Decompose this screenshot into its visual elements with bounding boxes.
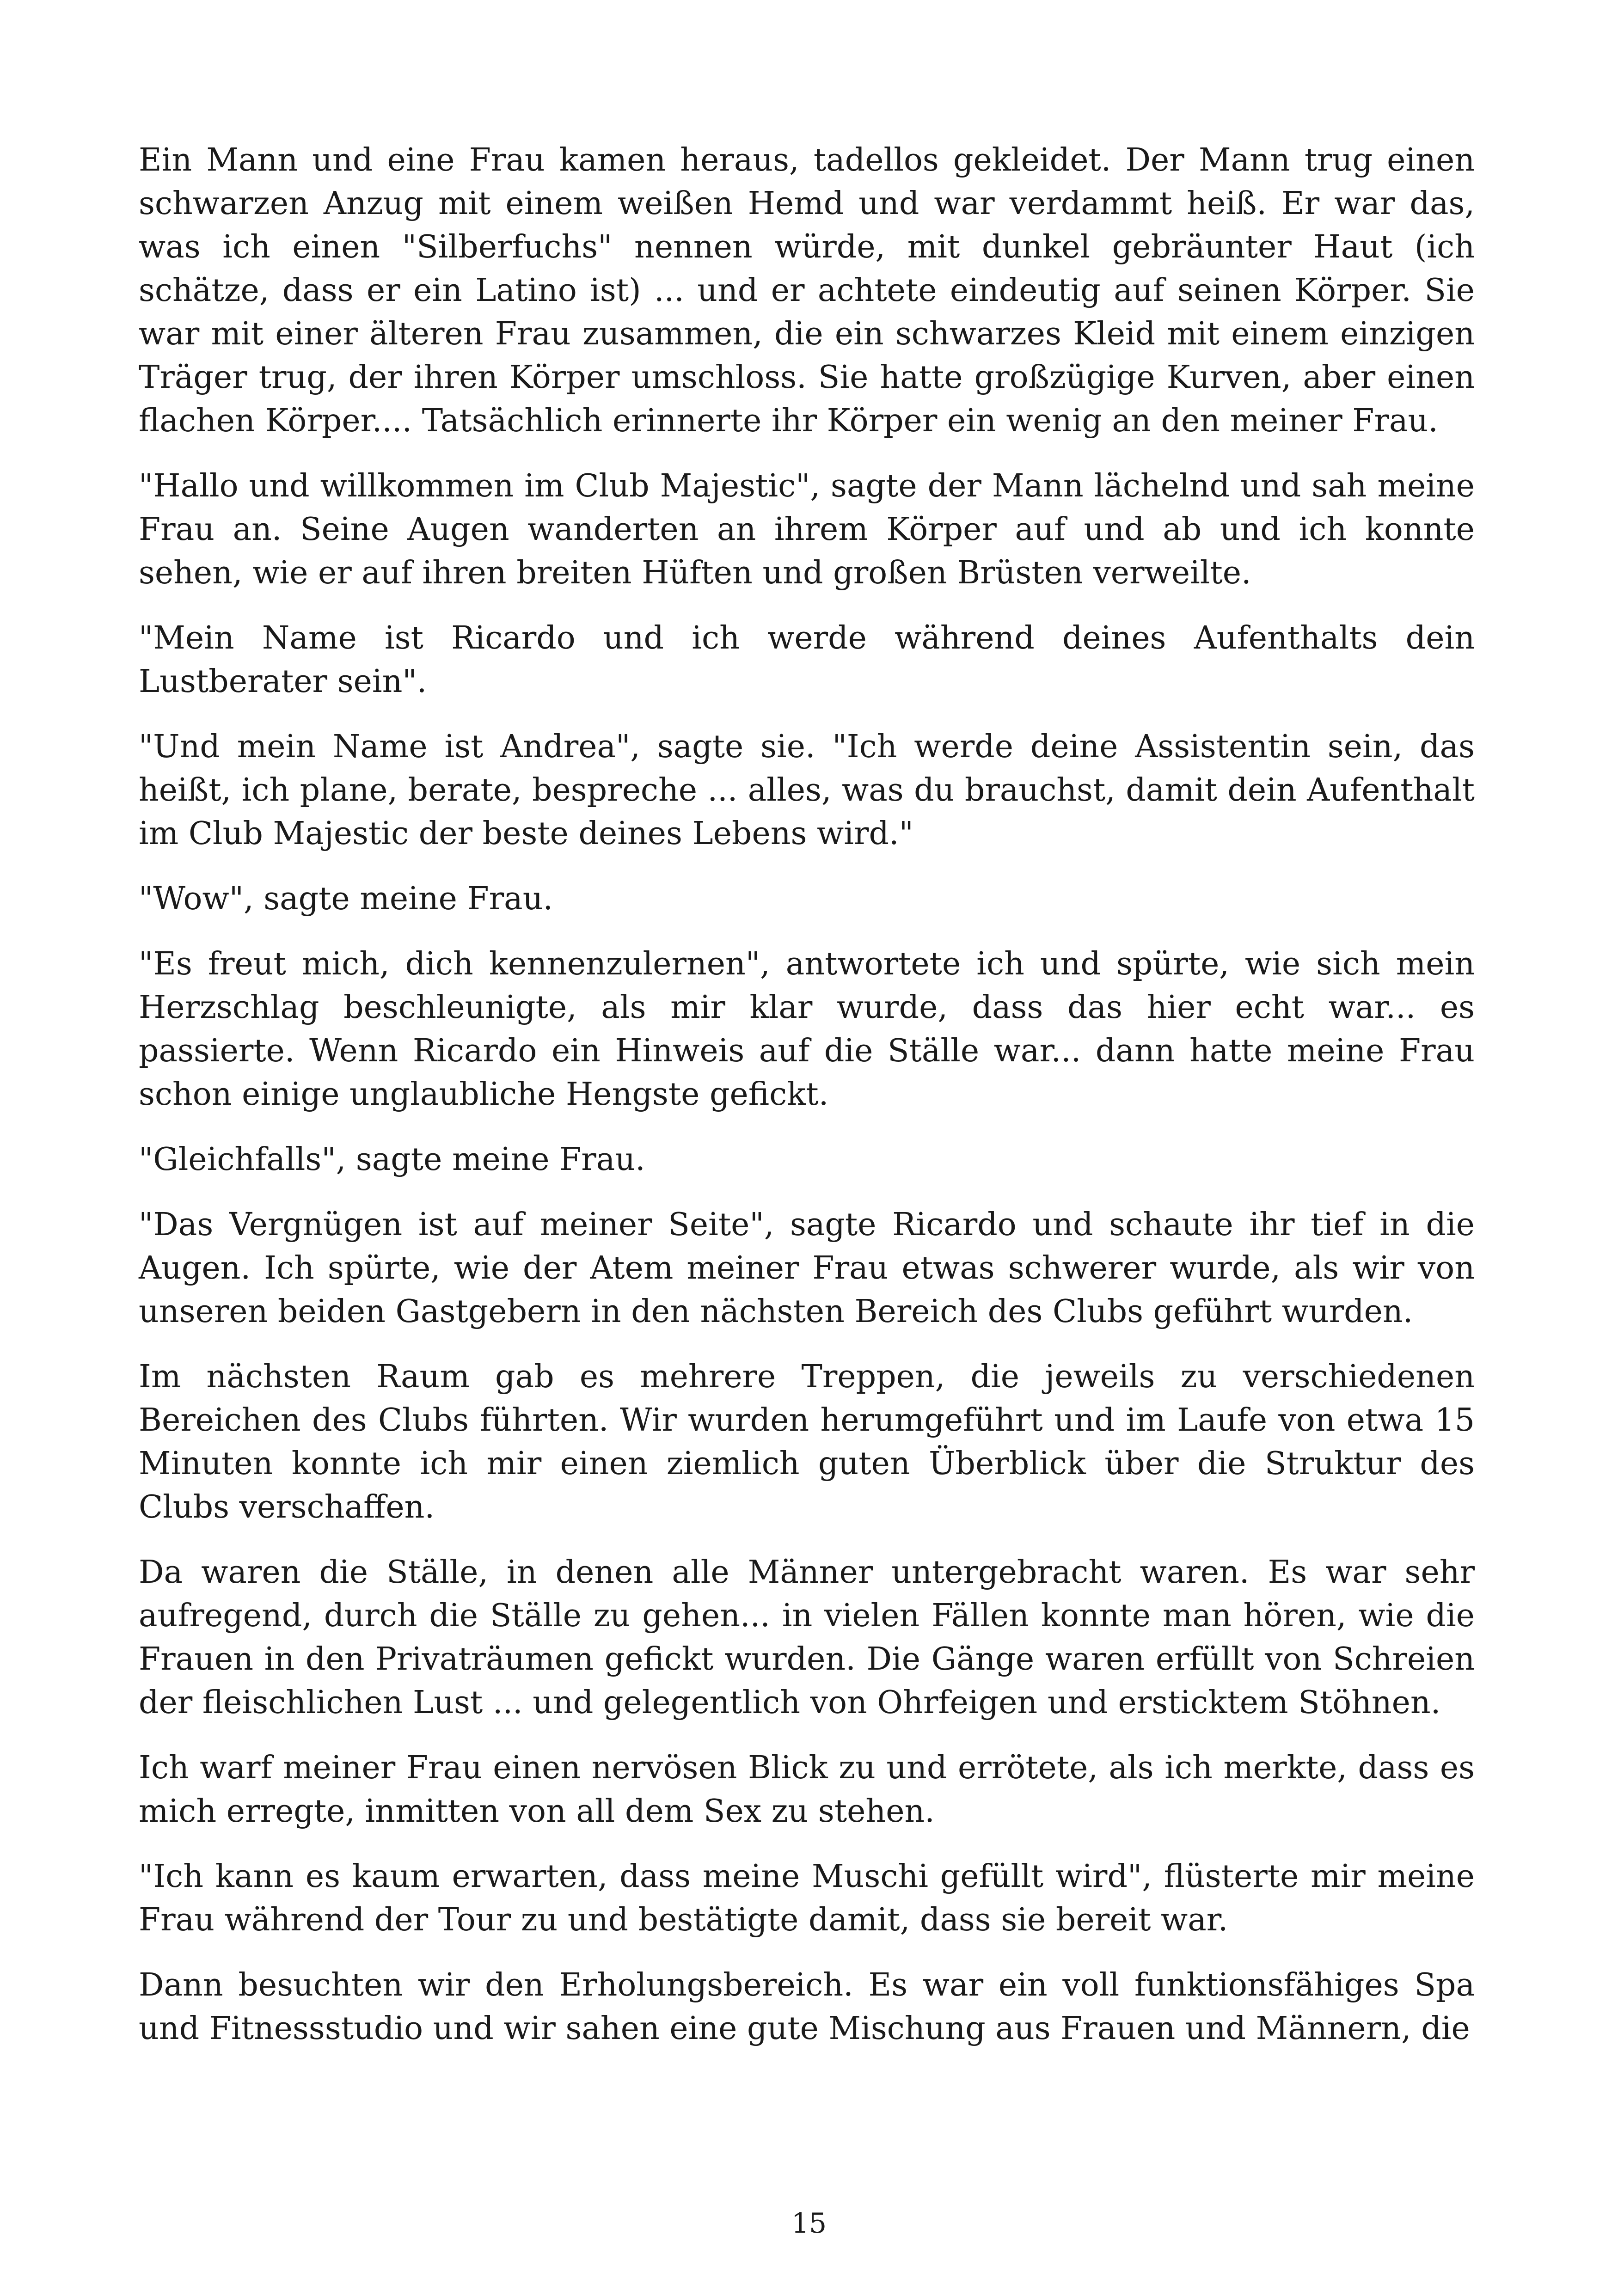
page-number: 15 bbox=[791, 2207, 827, 2240]
paragraph: Im nächsten Raum gab es mehrere Treppen, die jeweils zu verschiedenen Bereichen des Clubs führten. Wir wurden herumgeführt und im Laufe von etwa 15 Minuten konnte ich mir einen ziemlich guten Überblick über die Struktur des Clubs verschaffen. bbox=[139, 1359, 1475, 1525]
paragraph: "Es freut mich, dich kennenzulernen", antwortete ich und spürte, wie sich mein Herzschlag beschleunigte, als mir klar wurde, dass das hier echt war... es passierte. Wenn Ricardo ein Hinweis auf die Ställe war... dann hatte meine Frau schon einige unglaubliche Hengste gefickt. bbox=[139, 946, 1475, 1113]
paragraph: Da waren die Ställe, in denen alle Männer untergebracht waren. Es war sehr aufregend, durch die Ställe zu gehen... in vielen Fällen konnte man hören, wie die Frauen in den Privaträumen gefickt wurden. Die Gänge waren erfüllt von Schreien der fleischlichen Lust ... und gelegentlich von Ohrfeigen und ersticktem Stöhnen. bbox=[139, 1554, 1475, 1721]
paragraph: "Hallo und willkommen im Club Majestic", sagte der Mann lächelnd und sah meine Frau an. Seine Augen wanderten an ihrem Körper auf und ab und ich konnte sehen, wie er auf ihren breiten Hüften und großen Brüsten verweilte. bbox=[139, 468, 1475, 591]
paragraph: "Wow", sagte meine Frau. bbox=[139, 881, 553, 917]
paragraph: "Gleichfalls", sagte meine Frau. bbox=[139, 1141, 645, 1178]
paragraph: "Ich kann es kaum erwarten, dass meine Muschi gefüllt wird", flüsterte mir meine Frau während der Tour zu und bestätigte damit, dass sie bereit war. bbox=[139, 1858, 1475, 1938]
paragraph: "Mein Name ist Ricardo und ich werde während deines Aufenthalts dein Lustberater sein". bbox=[139, 620, 1475, 700]
paragraph: Ein Mann und eine Frau kamen heraus, tadellos gekleidet. Der Mann trug einen schwarzen Anzug mit einem weißen Hemd und war verdammt heiß. Er war das, was ich einen "Silberfuchs" nennen würde, mit dunkel gebräunter Haut (ich schätze, dass er ein Latino ist) ... und er achtete eindeutig auf seinen Körper. Sie war mit einer älteren Frau zusammen, die ein schwarzes Kleid mit einem einzigen Träger trug, der ihren Körper umschloss. Sie hatte großzügige Kurven, aber einen flachen Körper.... Tatsächlich erinnerte ihr Körper ein wenig an den meiner Frau. bbox=[139, 142, 1475, 439]
body-text bbox=[139, 139, 1475, 2072]
paragraph: Ich warf meiner Frau einen nervösen Blick zu und errötete, als ich merkte, dass es mich erregte, inmitten von all dem Sex zu stehen. bbox=[139, 1750, 1475, 1830]
paragraph: "Und mein Name ist Andrea", sagte sie. "Ich werde deine Assistentin sein, das heißt, ich plane, berate, bespreche ... alles, was du brauchst, damit dein Aufenthalt im Club Majestic der beste deines Lebens wird." bbox=[139, 729, 1475, 852]
paragraph: Dann besuchten wir den Erholungsbereich. Es war ein voll funktionsfähiges Spa und Fitnessstudio und wir sahen eine gute Mischung aus Frauen und Männern, die bbox=[139, 1967, 1475, 2047]
paragraph: "Das Vergnügen ist auf meiner Seite", sagte Ricardo und schaute ihr tief in die Augen. Ich spürte, wie der Atem meiner Frau etwas schwerer wurde, als wir von unseren beiden Gastgebern in den nächsten Bereich des Clubs geführt wurden. bbox=[139, 1206, 1475, 1330]
